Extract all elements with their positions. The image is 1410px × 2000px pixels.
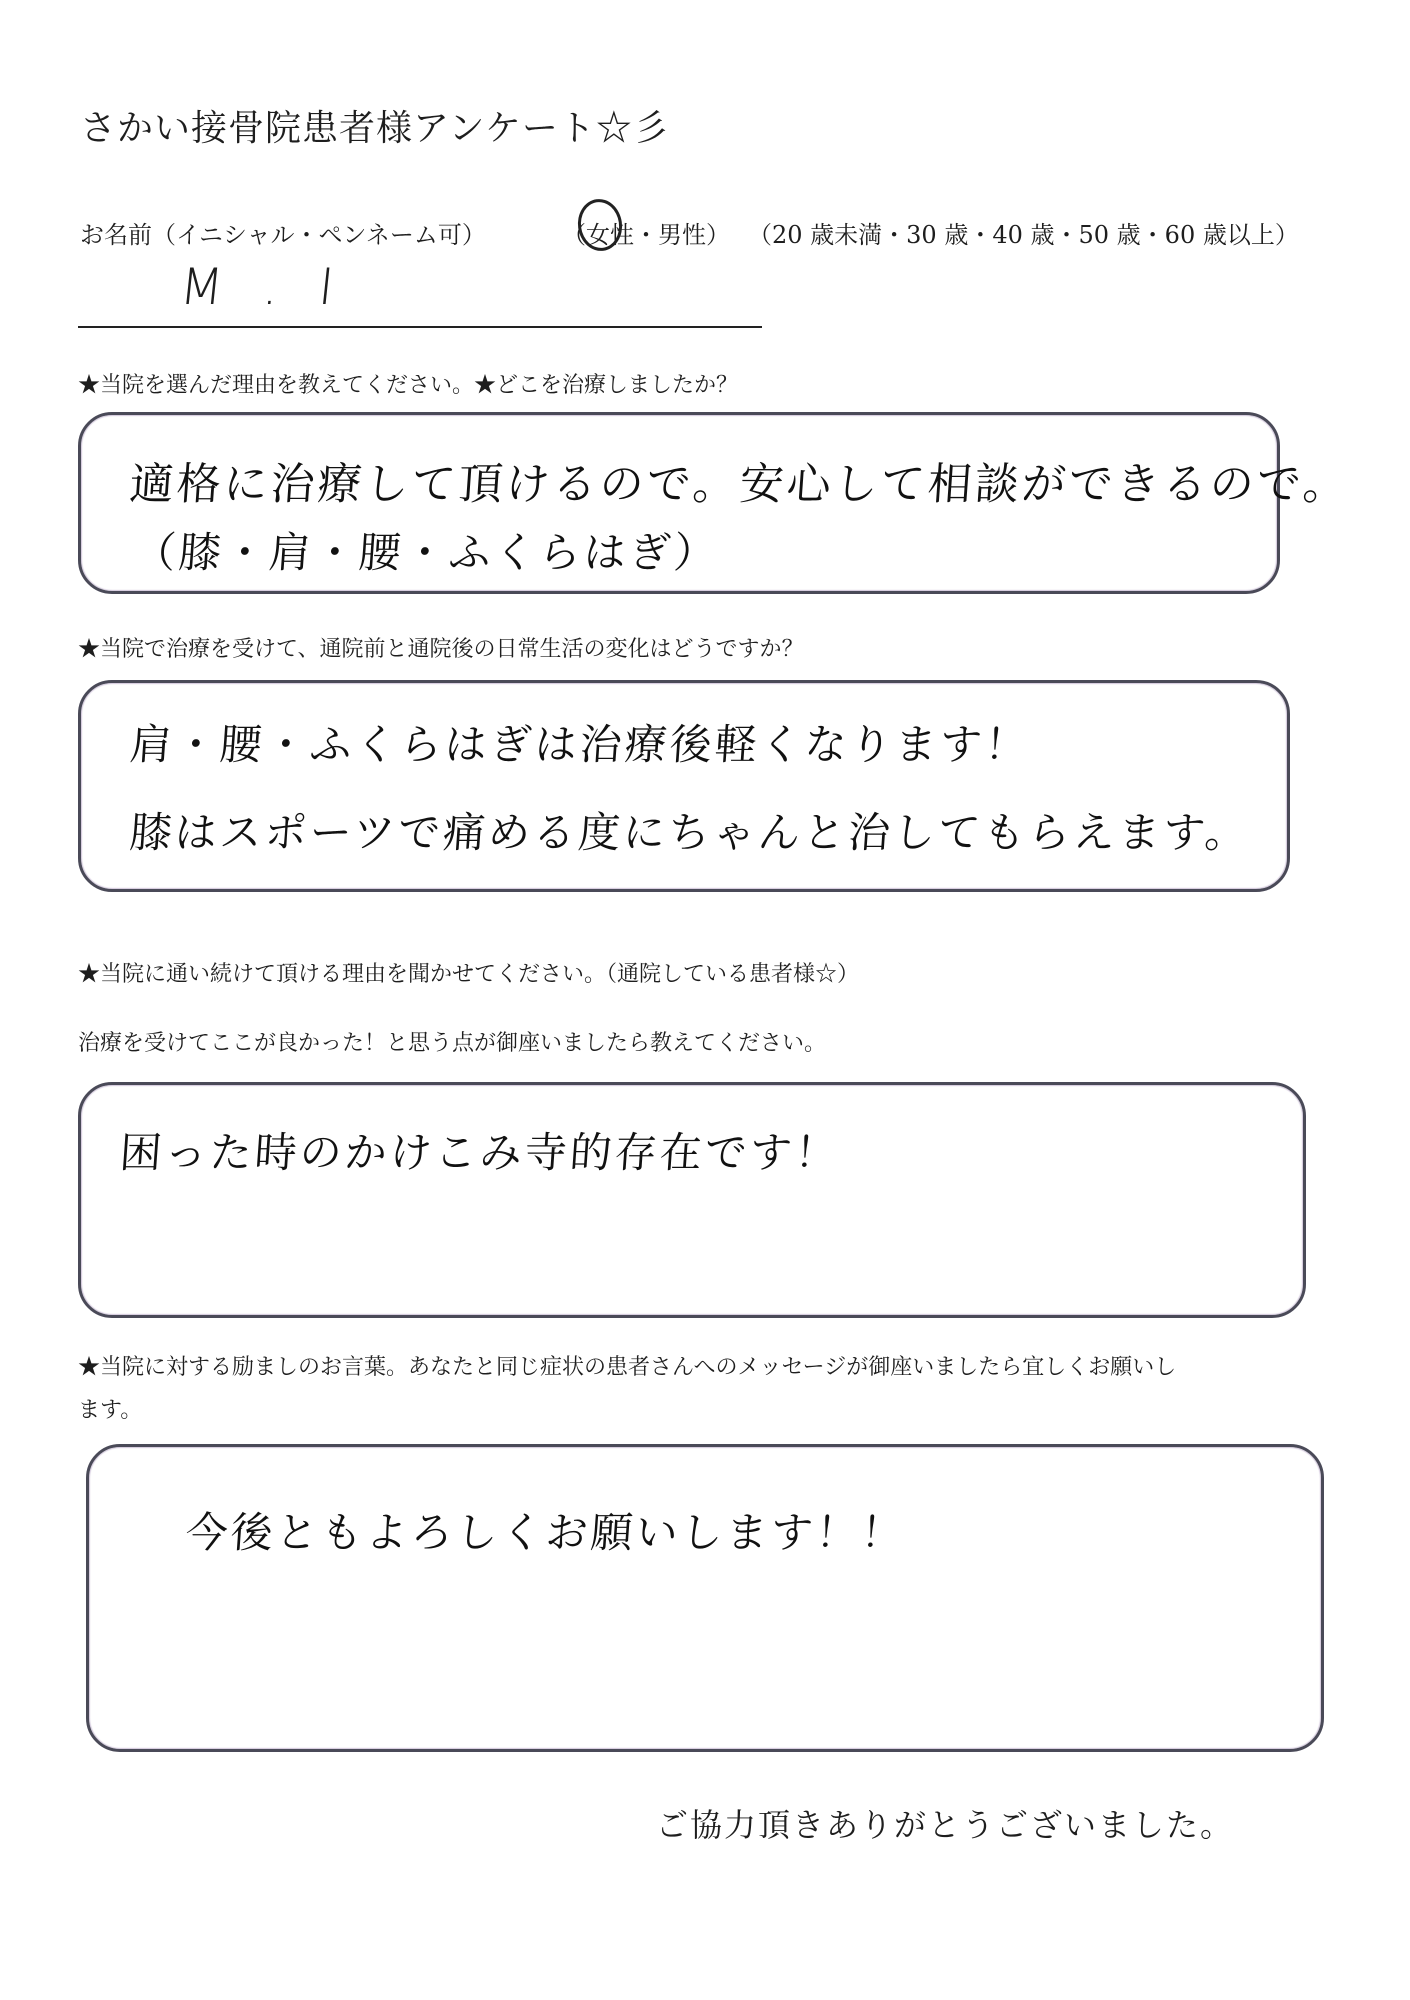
answer-1-line-2: （膝・肩・腰・ふくらはぎ）	[132, 528, 721, 577]
answer-2-line-1: 肩・腰・ふくらはぎは治療後軽くなります！	[128, 720, 1032, 769]
question-1: ★当院を選んだ理由を教えてください。★どこを治療しましたか？	[78, 373, 739, 398]
name-underline	[78, 326, 762, 328]
question-3-line-1: ★当院に通い続けて頂ける理由を聞かせてください。（通院している患者様☆）	[78, 962, 860, 987]
survey-title: さかい接骨院患者様アンケート☆彡	[80, 108, 670, 149]
question-2: ★当院で治療を受けて、通院前と通院後の日常生活の変化はどうですか？	[78, 637, 804, 662]
answer-2-line-2: 膝はスポーツで痛める度にちゃんと治してもらえます。	[128, 808, 1252, 857]
thank-you-message: ご協力頂きありがとうございました。	[656, 1806, 1235, 1844]
question-4-line-1: ★当院に対する励ましのお言葉。あなたと同じ症状の患者さんへのメッセージが御座いましたら宜しくお願いし	[78, 1355, 1177, 1380]
gender-options: （女性・男性）	[562, 221, 730, 249]
answer-box-3	[78, 1082, 1306, 1318]
name-label: お名前（イニシャル・ペンネーム可）	[80, 221, 486, 249]
question-4-line-2: ます。	[78, 1398, 143, 1423]
answer-3-line-1: 困った時のかけこみ寺的存在です！	[118, 1128, 842, 1177]
name-value: M . I	[176, 258, 349, 316]
age-options: （20 歳未満・30 歳・40 歳・50 歳・60 歳以上）	[748, 221, 1299, 249]
answer-box-4	[86, 1444, 1324, 1752]
answer-1-line-1: 適格に治療して頂けるので。安心して相談ができるので。	[127, 459, 1352, 510]
answer-4-line-1: 今後ともよろしくお願いします！！	[184, 1508, 908, 1557]
question-3-line-2: 治療を受けてここが良かった！と思う点が御座いましたら教えてください。	[78, 1031, 827, 1056]
